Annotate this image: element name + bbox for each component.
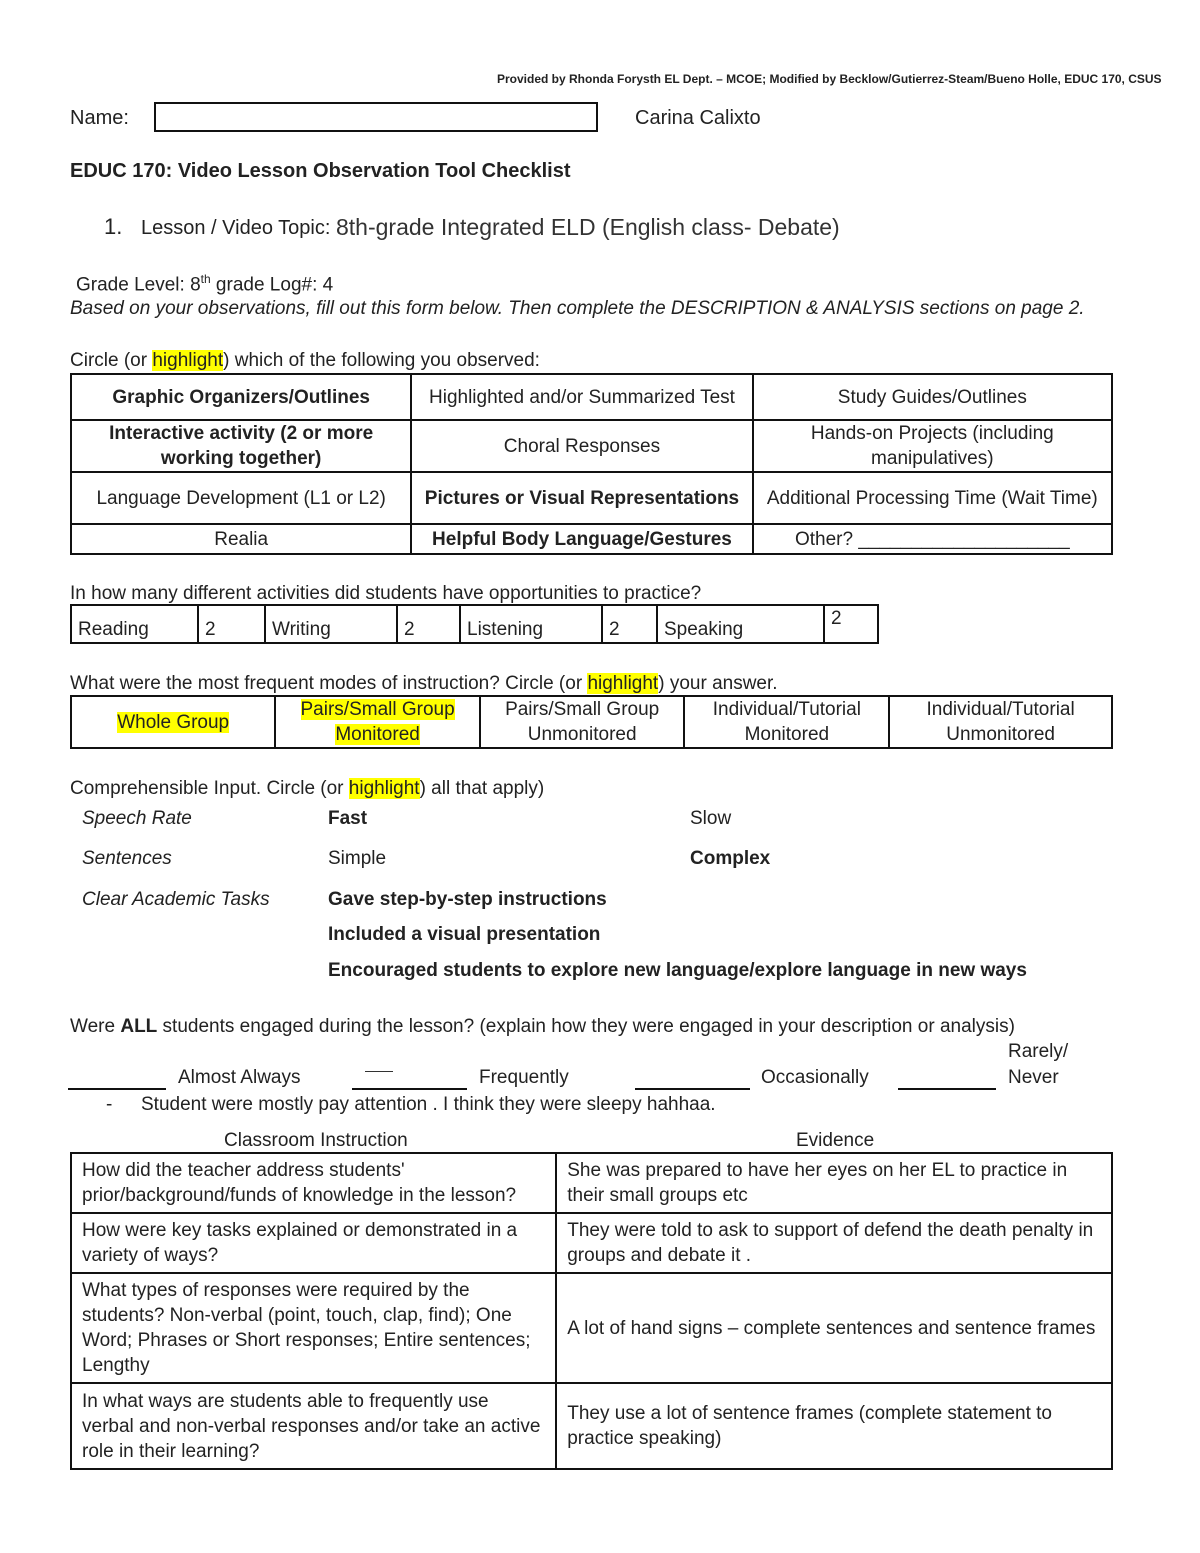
mode-pairs-monitored[interactable]: Pairs/Small Group Monitored [275,696,480,748]
evidence-answer[interactable]: She was prepared to have her eyes on her EL to practice in their small groups etc [556,1153,1112,1213]
observed-cell[interactable]: Hands-on Projects (including manipulatives) [753,420,1112,472]
grade-label: Grade Level: 8 [76,274,201,296]
observed-cell[interactable]: Graphic Organizers/Outlines [71,374,411,420]
almost-always-line[interactable] [68,1068,166,1090]
observed-cell[interactable]: Interactive activity (2 or more working together) [71,420,411,472]
header-credit: Provided by Rhonda Forysth EL Dept. – MCOE; Modified by Becklow/Gutierrez-Steam/Bueno Holle, EDUC 170, CSUS [497,72,1162,86]
task-item[interactable]: Encouraged students to explore new language/explore language in new ways [328,960,1027,981]
evidence-table [70,1152,1113,1470]
evidence-answer[interactable]: They use a lot of sentence frames (complete statement to practice speaking) [556,1383,1112,1469]
activities-table [70,604,879,644]
modes-prompt-highlight: highlight [587,673,659,694]
evidence-answer[interactable]: They were told to ask to support of defend the death penalty in groups and debate it . [556,1213,1112,1273]
observed-cell[interactable]: Pictures or Visual Representations [411,472,752,524]
lesson-value: 8th-grade Integrated ELD (English class- Debate) [336,214,840,240]
observed-cell[interactable]: Helpful Body Language/Gestures [411,524,752,554]
evidence-col1-header: Classroom Instruction [224,1130,408,1151]
comprehensible-prompt-pre: Comprehensible Input. Circle (or [70,778,349,799]
observed-cell[interactable]: Language Development (L1 or L2) [71,472,411,524]
almost-always-label: Almost Always [178,1067,301,1088]
observed-table [70,373,1113,555]
modes-prompt-pre: What were the most frequent modes of instruction? Circle (or [70,673,588,694]
activity-value[interactable]: 2 [397,605,460,643]
engaged-note: Student were mostly pay attention . I think they were sleepy hahhaa. [141,1094,716,1115]
activity-value[interactable]: 2 [198,605,265,643]
evidence-col2-header: Evidence [796,1130,875,1151]
evidence-answer[interactable]: A lot of hand signs – complete sentences and sentence frames [556,1273,1112,1383]
circle-prompt-post: ) which of the following you observed: [223,350,540,371]
engaged-prompt-pre: Were [70,1016,121,1037]
grade-level [76,272,333,296]
name-label: Name: [70,107,129,129]
evidence-question: How were key tasks explained or demonstrated in a variety of ways? [71,1213,556,1273]
sentences-label: Sentences [82,848,172,869]
mode-whole-group[interactable]: Whole Group [71,696,275,748]
observed-cell[interactable]: Highlighted and/or Summarized Test [411,374,752,420]
grade-rest: grade Log#: 4 [210,274,334,296]
task-item[interactable]: Gave step-by-step instructions [328,889,607,910]
observed-cell[interactable]: Study Guides/Outlines [753,374,1112,420]
instructions: Based on your observations, fill out this form below. Then complete the DESCRIPTION & ANALYSIS sections on page 2. [70,298,1085,319]
evidence-question: How did the teacher address students' prior/background/funds of knowledge in the lesson? [71,1153,556,1213]
evidence-question: What types of responses were required by the students? Non-verbal (point, touch, clap, find); One Word; Phrases or Short responses; Entire sentences; Lengthy [71,1273,556,1383]
observed-cell[interactable]: Realia [71,524,411,554]
activity-value[interactable]: 2 [602,605,657,643]
task-item[interactable]: Included a visual presentation [328,924,601,945]
frequently-label: Frequently [479,1067,569,1088]
observed-cell[interactable]: Other? ____________________ [753,524,1112,554]
comprehensible-prompt-post: ) all that apply) [419,778,545,799]
mode-individual-unmonitored[interactable]: Individual/Tutorial Unmonitored [889,696,1112,748]
lesson-number: 1. [104,214,123,239]
observed-cell[interactable]: Choral Responses [411,420,752,472]
grade-sup: th [200,272,211,286]
occasionally-line[interactable] [635,1068,750,1090]
modes-prompt [70,673,778,695]
occasionally-label: Occasionally [761,1067,869,1088]
comprehensible-prompt [70,778,544,800]
rarely-label: Rarely/ [1008,1041,1069,1062]
activity-label: Reading [71,605,198,643]
sentences-simple[interactable]: Simple [328,848,387,869]
mode-individual-monitored[interactable]: Individual/Tutorial Monitored [684,696,889,748]
name-field[interactable] [154,102,598,132]
circle-prompt [70,350,540,372]
speech-rate-label: Speech Rate [82,808,192,829]
tasks-label: Clear Academic Tasks [82,889,270,910]
speech-rate-slow[interactable]: Slow [690,808,732,829]
modes-prompt-post: ) your answer. [658,673,778,694]
rarely-line[interactable] [898,1068,996,1090]
mode-pairs-unmonitored[interactable]: Pairs/Small Group Unmonitored [480,696,685,748]
frequently-mark: —— [365,1062,393,1078]
circle-prompt-highlight: highlight [152,350,224,371]
lesson-label: Lesson / Video Topic: [141,217,331,239]
evidence-question: In what ways are students able to frequently use verbal and non-verbal responses and/or take an active role in their learning? [71,1383,556,1469]
never-label: Never [1008,1067,1059,1088]
observed-cell[interactable]: Additional Processing Time (Wait Time) [753,472,1112,524]
activity-label: Listening [460,605,602,643]
comprehensible-prompt-highlight: highlight [348,778,420,799]
modes-table [70,695,1113,749]
activities-prompt: In how many different activities did students have opportunities to practice? [70,583,702,604]
activity-value[interactable]: 2 [824,605,878,643]
speech-rate-fast[interactable]: Fast [328,808,368,829]
page-title: EDUC 170: Video Lesson Observation Tool Checklist [70,160,571,182]
circle-prompt-pre: Circle (or [70,350,153,371]
activity-label: Speaking [657,605,824,643]
sentences-complex[interactable]: Complex [690,848,771,869]
engaged-prompt-bold: ALL [120,1016,158,1037]
name-value: Carina Calixto [635,107,761,129]
engaged-note-dash: - [106,1094,113,1115]
engaged-prompt-post: students engaged during the lesson? (explain how they were engaged in your description or analysis) [157,1016,1015,1037]
activity-label: Writing [265,605,397,643]
engaged-prompt [70,1016,1015,1038]
